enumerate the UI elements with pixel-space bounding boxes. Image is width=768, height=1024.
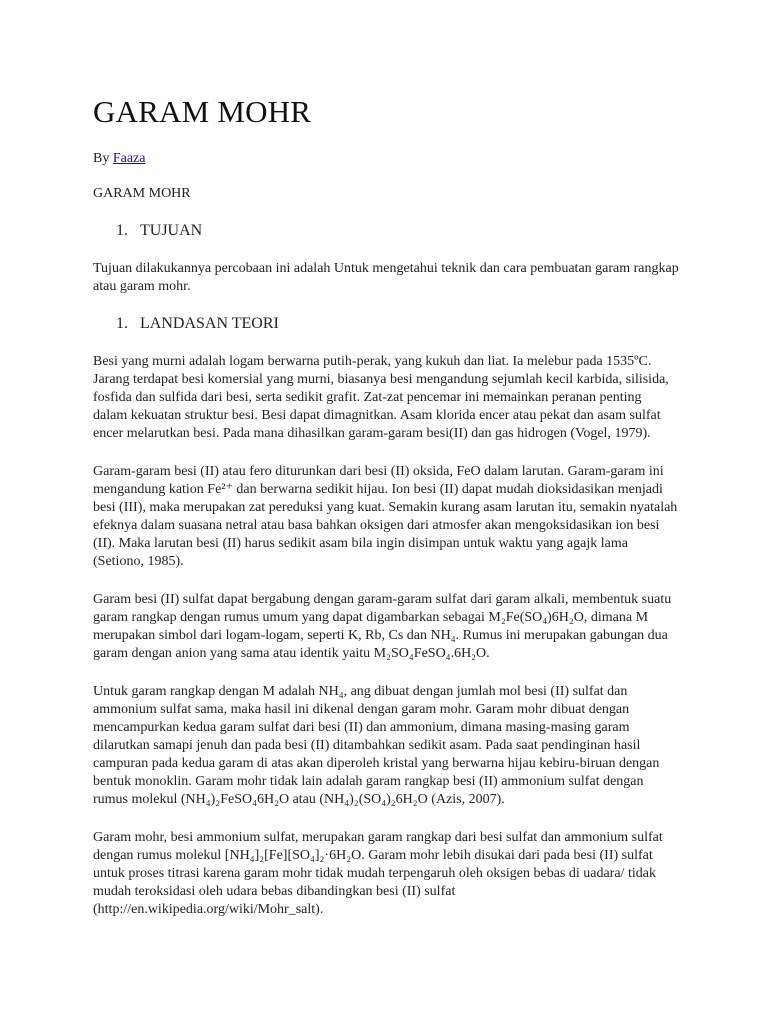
subtitle: GARAM MOHR <box>93 186 191 201</box>
paragraph-teori-5: Garam mohr, besi ammonium sulfat, merupakan garam rangkap dari besi sulfat dan ammonium sulfat dengan rumus molekul [NH₄]₂[Fe][SO₄]₂·6H₂O. Garam mohr lebih disukai dari pada besi (II) sulfat untuk proses titrasi karena garam mohr tidak mudah terpengaruh oleh oksigen bebas di uadara/ tidak mudah teroksidasi oleh udara bebas dibandingkan besi (II) sulfat (http://en.wikipedia.org/wiki/Mohr_salt). <box>93 830 663 917</box>
list-number: 1. <box>116 315 128 332</box>
paragraph-teori-4: Untuk garam rangkap dengan M adalah NH₄, ang dibuat dengan jumlah mol besi (II) sulfat dan ammonium sulfat sama, maka hasil ini dikenal dengan garam mohr. Garam mohr dibuat dengan mencampurkan kedua garam sulfat dari besi (II) dan ammonium, dimana masing-masing garam dilarutkan samapi jenuh dan pada besi (II) ditambahkan sedikit asam. Pada saat pendinginan hasil campuran pada kedua garam di atas akan diperoleh kristal yang berwarna hijau kebiru-biruan dengan bentuk monoklin. Garam mohr tidak lain adalah garam rangkap besi (II) ammonium sulfat dengan rumus molekul (NH₄)₂FeSO₄6H₂O atau (NH₄)₂(SO₄)₂6H₂O (Azis, 2007). <box>93 684 660 807</box>
author-link[interactable]: Faaza <box>112 151 146 166</box>
document-body <box>93 94 679 919</box>
section-heading-label: TUJUAN <box>140 222 203 239</box>
byline <box>93 150 679 168</box>
page-title: GARAM MOHR <box>93 94 312 129</box>
list-number: 1. <box>116 222 128 239</box>
paragraph-tujuan: Tujuan dilakukannya percobaan ini adalah Untuk mengetahui teknik dan cara pembuatan garam rangkap atau garam mohr. <box>93 261 679 294</box>
paragraph-teori-2: Garam-garam besi (II) atau fero diturunkan dari besi (II) oksida, FeO dalam larutan. Garam-garam ini mengandung kation Fe²⁺ dan berwarna sedikit hijau. Ion besi (II) dapat mudah dioksidasikan menjadi besi (III), maka merupakan zat pereduksi yang kuat. Semakin kurang asam larutan itu, semakin nyatalah efeknya dalam suasana netral atau basa bahkan oksigen dari atmosfer akan mengoksidasikan ion besi (II). Maka larutan besi (II) harus sedikit asam bila ingin disimpan untuk waktu yang agajk lama (Setiono, 1985). <box>93 464 678 569</box>
paragraph-teori-1: Besi yang murni adalah logam berwarna putih-perak, yang kukuh dan liat. Ia melebur pada 1535ºC. Jarang terdapat besi komersial yang murni, biasanya besi mengandung sejumlah kecil karbida, silisida, fosfida dan sulfida dari besi, serta sedikit grafit. Zat-zat pencemar ini memainkan peranan penting dalam kekuatan struktur besi. Besi dapat dimagnitkan. Asam klorida encer atau pekat dan asam sulfat encer melarutkan besi. Pada mana dihasilkan garam-garam besi(II) dan gas hidrogen (Vogel, 1979). <box>93 354 669 441</box>
paragraph-teori-3: Garam besi (II) sulfat dapat bergabung dengan garam-garam sulfat dari garam alkali, membentuk suatu garam rangkap dengan rumus umum yang dapat digambarkan sebagai M₂Fe(SO₄)6H₂O, dimana M merupakan simbol dari logam-logam, seperti K, Rb, Cs dan NH₄. Rumus ini merupakan gabungan dua garam dengan anion yang sama atau identik yaitu M₂SO₄FeSO₄.6H₂O. <box>93 592 672 661</box>
section-heading-landasan-teori <box>93 315 679 333</box>
section-heading-label: LANDASAN TEORI <box>140 315 279 332</box>
section-heading-tujuan <box>93 222 679 240</box>
byline-prefix: By <box>93 151 113 166</box>
